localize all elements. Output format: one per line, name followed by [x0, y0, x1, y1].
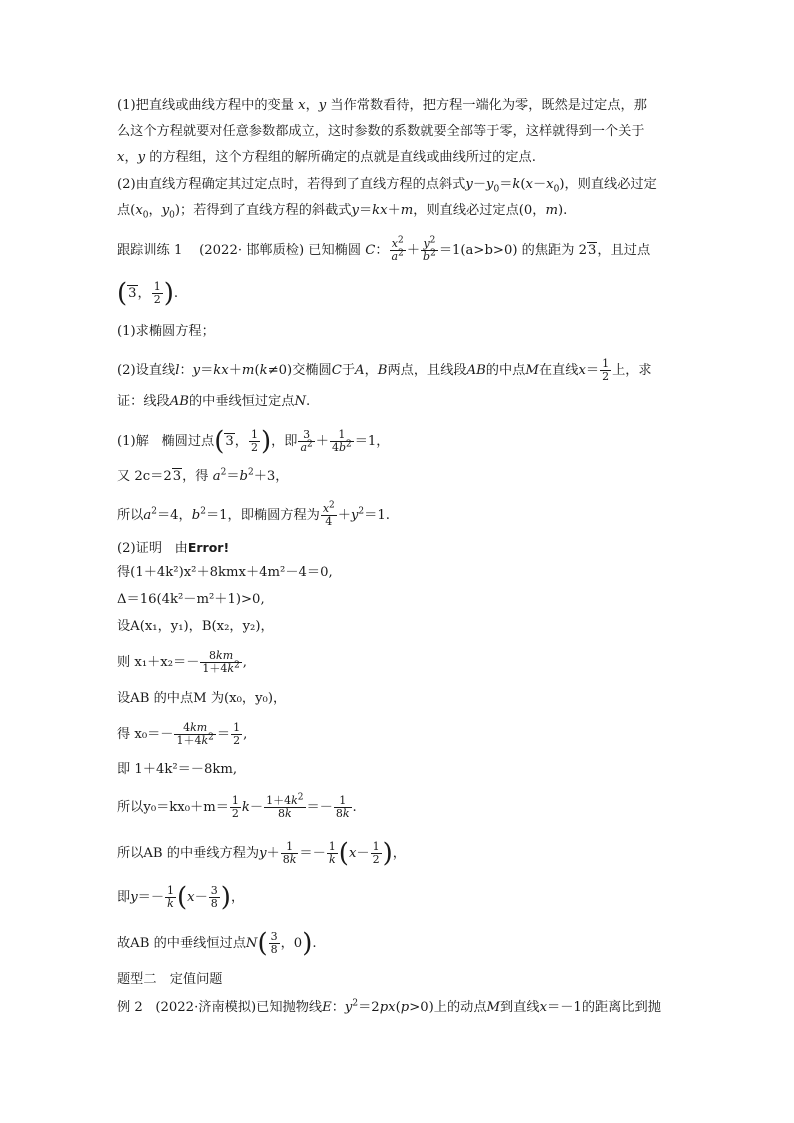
- proof-line-2: [117, 563, 677, 583]
- text: 的中垂线恒过定点: [188, 394, 295, 409]
- text: 上的动点: [433, 1000, 487, 1015]
- text: ，则直线必过定点(0，: [413, 203, 546, 218]
- text: 在直线: [538, 363, 579, 378]
- proof-line-10: 所以AB 的中垂线方程为y＋ $\frac{1}{8k}$ ＝－ $\frac{1}{k}$ (x－ $\frac{1}{2}$ )，: [117, 838, 406, 869]
- text: (2)由直线方程确定其过定点时，若得到了直线方程的点斜式: [117, 177, 466, 192]
- example-line-1: 例 2 (2022·济南模拟)已知抛物线E：$y^2=2px(p>0)$上的动点M到直线x＝－1的距离比到抛: [117, 998, 661, 1015]
- text: (2)设直线: [117, 363, 176, 378]
- proof-line-6: [117, 689, 677, 709]
- text: 于: [341, 363, 356, 378]
- text: 的距离比到抛: [581, 1000, 661, 1015]
- text: 设AB 的中点M 为(x₀，y₀)，: [117, 691, 287, 706]
- section-title: 题型二 定值问题: [117, 972, 223, 987]
- paragraph-2-line-1: (2)由直线方程确定其过定点时，若得到了直线方程的点斜式$y-y_0=k(x-x_0)$，则直线必过定: [117, 177, 657, 195]
- text: (1)把直线或曲线方程中的变量: [117, 98, 294, 113]
- text: (2)证明: [117, 541, 163, 556]
- proof-line-5: 则 x₁＋x₂＝－ $\frac{8km}{1+4k^2}$ ,: [117, 649, 247, 675]
- text: ＝1，: [354, 434, 390, 449]
- text: 所以y₀＝kx₀＋m＝: [117, 800, 229, 815]
- text: 得(1＋4k²)x²＋8kmx＋4m²－4＝0,: [117, 565, 333, 580]
- text: 得 x₀＝－: [117, 727, 174, 742]
- paragraph-1-line-3: x，y 的方程组，这个方程组的解所确定的点就是直线或曲线所过的定点.: [117, 150, 536, 165]
- solution-1-line-1: (1)解 椭圆过点(3， $\frac{1}{2}$ )，即 $\frac{3}{a^2}$ ＋ $\frac{1}{4b^2}$ ＝1，: [117, 426, 390, 457]
- fraction: $\frac{x^2}{a^2}$: [391, 235, 404, 263]
- proof-line-8: [117, 760, 677, 780]
- text: 两点，且线段: [387, 363, 467, 378]
- question-2-line-1: (2)设直线l：y＝kx＋m(k≠0)交椭圆C于A，B两点，且线段AB的中点M在直线x＝ $\frac{1}{2}$ 上，求: [117, 357, 652, 383]
- text: 椭圆过点: [161, 434, 215, 449]
- proof-line-4: [117, 617, 677, 637]
- text: Δ＝16(4k²－m²＋1)>0,: [117, 592, 265, 607]
- text: 即: [117, 890, 131, 905]
- solution-1-line-3: 所以$a^2=4$，$b^2=1$，即椭圆方程为 $\frac{x^2}{4}$ $+y^2=1$.: [117, 500, 390, 528]
- text: )；若得到了直线方程的斜截式: [174, 203, 352, 218]
- text: 当作常数看待，把方程一端化为零，既然是过定点，那: [330, 98, 647, 113]
- text: (1)解: [117, 434, 149, 449]
- proof-line-9: 所以y₀＝kx₀＋m＝ $\frac{1}{2}$ k－ $\frac{1+4k^2}{8k}$ ＝－ $\frac{1}{8k}$ .: [117, 792, 357, 820]
- text: 到直线: [500, 1000, 540, 1015]
- paragraph-2-line-2: 点($x_0$，$y_0$)；若得到了直线方程的斜截式y＝kx＋m，则直线必过定点(0，m).: [117, 203, 568, 221]
- example-label: 例 2: [117, 1000, 143, 1015]
- text: 则 x₁＋x₂＝－: [117, 655, 200, 670]
- paragraph-1-line-2: [117, 122, 677, 142]
- text: (2022·济南模拟)已知抛物线: [155, 1000, 323, 1015]
- question-2-line-2: 证：线段AB的中垂线恒过定点N.: [117, 394, 311, 409]
- text: 么这个方程就要对任意参数都成立，这时参数的系数就要全部等于零，这样就得到一个关于: [117, 124, 645, 139]
- error-text: Error!: [187, 540, 230, 555]
- text: 的方程组，这个方程组的解所确定的点就是直线或曲线所过的定点.: [149, 150, 536, 165]
- solution-1-line-2: 又 2c＝23，得 $a^2=b^2+3$，: [117, 467, 289, 484]
- training-label: 跟踪训练 1: [117, 243, 183, 258]
- text: 故AB 的中垂线恒过点: [117, 936, 246, 951]
- text: 所以: [117, 508, 144, 523]
- text: 设A(x₁，y₁)，B(x₂，y₂)，: [117, 619, 274, 634]
- text: (2022· 邯郸质检) 已知椭圆: [199, 243, 362, 258]
- text: 的中点: [485, 363, 526, 378]
- proof-line-1: [117, 538, 677, 559]
- text: 所以AB 的中垂线方程为: [117, 846, 260, 861]
- training-line-1: 跟踪训练 1 (2022· 邯郸质检) 已知椭圆 C： $\frac{x^2}{a^2}$ ＋ $\frac{y^2}{b^2}$ ＝1(a>b>0) 的焦距为 23，且过点: [117, 235, 651, 263]
- text: 即 1＋4k²＝－8km,: [117, 762, 238, 777]
- text: ，即: [271, 434, 298, 449]
- fraction: $\frac{y^2}{b^2}$: [423, 235, 436, 263]
- text: 由: [174, 541, 188, 556]
- text: 点(: [117, 203, 136, 218]
- text: 上，求: [612, 363, 652, 378]
- proof-line-12: 故AB 的中垂线恒过点N( $\frac{3}{8}$ ，0).: [117, 928, 317, 959]
- text: ，且过点: [597, 243, 651, 258]
- text: ).: [558, 203, 568, 218]
- text: 又 2c＝2: [117, 469, 172, 484]
- paragraph-1-line-1: (1)把直线或曲线方程中的变量 x，y 当作常数看待，把方程一端化为零，既然是过定点，那: [117, 98, 647, 113]
- training-line-2: (3， $\frac{1}{2}$ ).: [117, 278, 179, 309]
- text: ，即椭圆方程为: [227, 508, 320, 523]
- proof-line-7: 得 x₀＝－ $\frac{4km}{1+4k^2}$ ＝ $\frac{1}{2}$ ,: [117, 721, 248, 747]
- text: 证：线段: [117, 394, 170, 409]
- text: ，得: [182, 469, 209, 484]
- question-1: [117, 322, 677, 342]
- text: (a>b>0) 的焦距为 2: [460, 243, 587, 258]
- proof-line-3: [117, 590, 677, 610]
- proof-line-11: 即y＝－ $\frac{1}{k}$ (x－ $\frac{3}{8}$ )，: [117, 882, 245, 913]
- section-heading: [117, 970, 677, 990]
- text: (1)求椭圆方程；: [117, 324, 215, 339]
- text: 交椭圆: [292, 363, 332, 378]
- text: ，则直线必过定: [564, 177, 657, 192]
